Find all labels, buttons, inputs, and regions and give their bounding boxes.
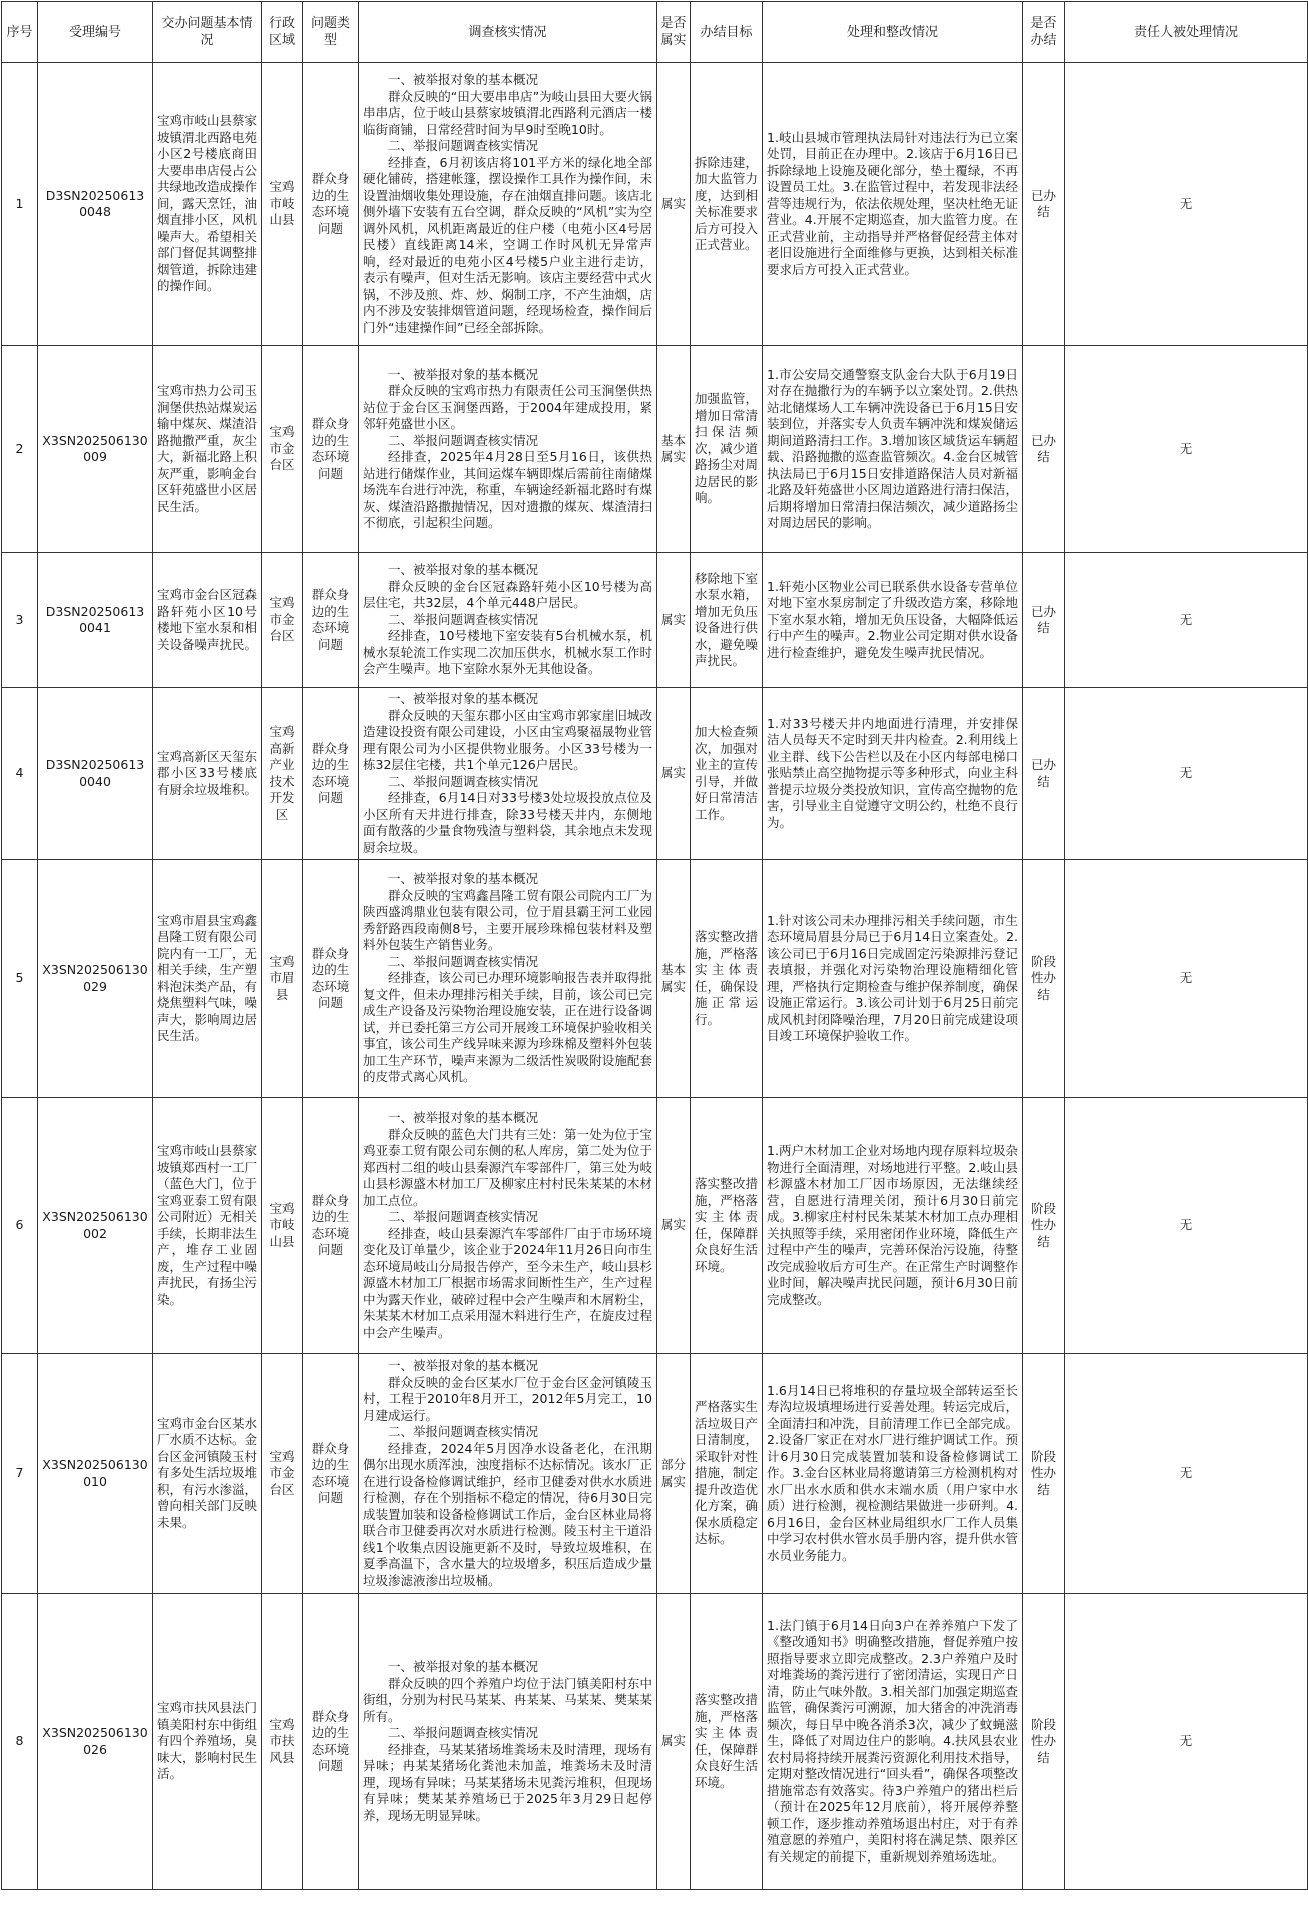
table-row [2,860,1308,1098]
col-header-seq: 序号 [2,2,38,63]
cell-id: X3SN202506130029 [38,860,153,1098]
investigation-paragraph: 经排查，马某某猪场堆粪场未及时清理，现场有异味；冉某某猪场化粪池未加盖，堆粪场未及时清理，现场有异味；马某某猪场未见粪污堆积，但现场有异味；樊某某养殖场已于2025年3月29日起停养，现场无明显异味。 [363,1741,652,1823]
cell-accountability: 无 [1065,688,1308,860]
cell-goal: 移除地下室水泵水箱，增加无负压设备进行供水，避免噪声扰民。 [691,553,763,688]
investigation-paragraph: 二、举报问题调查核实情况 [388,1725,539,1740]
investigation-paragraph: 经排查，10号楼地下室安装有5台机械水泵，机械水泵轮流工作实现二次加压供水，机械水泵工作时会产生噪声。地下室除水泵外无其他设备。 [363,628,652,677]
cell-seq: 1 [2,63,38,346]
investigation-paragraph: 一、被举报对象的基本概况 [388,691,539,706]
investigation-paragraph: 一、被举报对象的基本概况 [388,1659,539,1674]
cell-completed: 已办结 [1023,63,1065,346]
investigation-paragraph: 一、被举报对象的基本概况 [388,366,539,382]
cell-id: D3SN202506130041 [38,553,153,688]
cell-region: 宝鸡市扶风县 [262,1594,303,1890]
investigation-paragraph: 二、举报问题调查核实情况 [388,773,539,789]
cell-id: D3SN202506130040 [38,688,153,860]
cell-goal: 加强监管，增加日常清扫保洁频次，减少道路扬尘对周边居民的影响。 [691,346,763,553]
cell-investigation [359,860,657,1098]
investigation-paragraph: 二、举报问题调查核实情况 [388,611,539,627]
cell-goal: 落实整改措施，严格落实主体责任，确保设施正常运行。 [691,860,763,1098]
cell-accountability: 无 [1065,1098,1308,1354]
investigation-paragraph: 二、举报问题调查核实情况 [388,953,539,969]
cell-handling: 1.对33号楼天井内地面进行清理，并安排保洁人员每天不定时到天井内检查。2.利用线上业主群、线下公告栏以及在小区内每部电梯口张贴禁止高空抛物提示等多种形式，向业主科普提示垃圾分类投放知识，宣传高空抛物的危害，引导业主自觉遵守文明公约，杜绝不良行为。 [763,688,1023,860]
investigation-paragraph: 二、举报问题调查核实情况 [388,432,539,448]
cell-handling: 1.针对该公司未办理排污相关手续问题，市生态环境局眉县分局已于6月14日立案查处。2.该公司已于6月16日完成固定污染源排污登记表填报，并强化对污染物治理设施精细化管理，严格执行定期检查与维护保养制度，确保设施正常运行。3.该公司计划于6月25日前完成风机封闭降噪治理，7月20日前完成建设项目竣工环境保护验收工作。 [763,860,1023,1098]
investigation-paragraph: 群众反映的蓝色大门共有三处：第一处为位于宝鸡亚泰工贸有限公司东侧的私人库房，第二处为位于郑西村二组的岐山县秦源汽车零部件厂，第三处为岐山县杉源盛木材加工厂及柳家庄村村民朱某某的木材加工点位。 [363,1126,652,1208]
table-row [2,1594,1308,1890]
cell-accountability: 无 [1065,1354,1308,1594]
cell-investigation [359,1594,657,1890]
cell-accountability: 无 [1065,553,1308,688]
cell-region: 宝鸡市眉县 [262,860,303,1098]
cell-type: 群众身边的生态环境问题 [303,860,359,1098]
investigation-paragraph: 一、被举报对象的基本概况 [388,562,539,578]
cell-investigation [359,1354,657,1594]
cell-region: 宝鸡高新产业技术开发区 [262,688,303,860]
cell-accountability: 无 [1065,63,1308,346]
investigation-paragraph: 经排查，6月初该店将101平方米的绿化地全部硬化铺砖，搭建帐篷，摆设操作工具作为操作间，未设置油烟收集处理设施，存在油烟直排问题。该店北侧外墙下安装有五台空调，群众反映的“风机”实为空调外风机，风机距离最近的住户楼（电苑小区4号居民楼）直线距离14米，空调工作时风机无异常声响，经对最近的电苑小区4号楼5户业主进行走访，表示有噪声，但对生活无影响。该店主要经营中式火锅，不涉及煎、炸、炒、焖制工序，不产生油烟，店内不涉及安装排烟管道问题，经现场检查，操作间后门外“违建操作间”已经全部拆除。 [363,154,652,335]
cell-seq: 4 [2,688,38,860]
cell-issue: 宝鸡市金台区某水厂水质不达标。金台区金河镇陵玉村有多处生活垃圾堆积，有污水渗溢，曾向相关部门反映未果。 [153,1354,262,1594]
investigation-paragraph: 群众反映的宝鸡鑫昌隆工贸有限公司院内工厂为陕西盛鸿鼎业包装有限公司，位于眉县霸王河工业园秀舒路西段南侧8号，主要开展珍珠棉包装材料及塑料外包装生产销售业务。 [363,887,652,953]
cell-seq: 6 [2,1098,38,1354]
cell-id: X3SN202506130009 [38,346,153,553]
cell-region: 宝鸡市金台区 [262,1354,303,1594]
cell-goal: 拆除违建，加大监管力度，达到相关标准要求后方可投入正式营业。 [691,63,763,346]
supervision-table [1,1,1308,1890]
cell-accountability: 无 [1065,346,1308,553]
col-header-completed: 是否办结 [1023,2,1065,63]
cell-completed: 阶段性办结 [1023,860,1065,1098]
investigation-paragraph: 一、被举报对象的基本概况 [388,72,539,87]
cell-goal: 落实整改措施，严格落实主体责任，保障群众良好生活环境。 [691,1594,763,1890]
cell-issue: 宝鸡市热力公司玉涧堡供热站煤炭运输中煤灰、煤渣沿路抛撒严重，灰尘大，新福北路上积灰严重，影响金台区轩苑盛世小区居民生活。 [153,346,262,553]
investigation-paragraph: 一、被举报对象的基本概况 [388,1110,539,1125]
col-header-verified: 是否属实 [657,2,691,63]
cell-verified: 属实 [657,553,691,688]
cell-issue: 宝鸡市岐山县蔡家坡镇郑西村一工厂（蓝色大门，位于宝鸡亚泰工贸有限公司附近）无相关手续，长期非法生产，堆存工业固废，生产过程中噪声扰民，有扬尘污染。 [153,1098,262,1354]
cell-issue: 宝鸡市岐山县蔡家坡镇渭北西路电苑小区2号楼底商田大要串串店侵占公共绿地改造成操作间，露天烹饪，油烟直排小区，风机噪声大。希望相关部门督促其调整排烟管道，拆除违建的操作间。 [153,63,262,346]
cell-verified: 属实 [657,63,691,346]
cell-seq: 2 [2,346,38,553]
investigation-paragraph: 群众反映的金台区某水厂位于金台区金河镇陵玉村，工程于2010年8月开工，2012年5月完工，10月建成运行。 [363,1374,652,1423]
table-row [2,688,1308,860]
cell-goal: 落实整改措施，严格落实主体责任，保障群众良好生活环境。 [691,1098,763,1354]
cell-accountability: 无 [1065,860,1308,1098]
cell-type: 群众身边的生态环境问题 [303,1354,359,1594]
cell-completed: 阶段性办结 [1023,1354,1065,1594]
investigation-paragraph: 经排查，岐山县秦源汽车零部件厂由于市场环境变化及订单量少，该企业于2024年11月26日向市生态环境局岐山分局报告停产，至今未生产，岐山县杉源盛木材加工厂根据市场需求间断性生产，生产过程中为露天作业，破碎过程中会产生噪声和木屑粉尘，朱某某木材加工点采用湿木料进行生产，在旋皮过程中会产生噪声。 [363,1225,652,1340]
cell-investigation [359,1098,657,1354]
cell-investigation [359,553,657,688]
cell-completed: 阶段性办结 [1023,1594,1065,1890]
investigation-paragraph: 二、举报问题调查核实情况 [388,1209,539,1224]
cell-id: X3SN202506130010 [38,1354,153,1594]
table-row [2,346,1308,553]
cell-type: 群众身边的生态环境问题 [303,688,359,860]
cell-region: 宝鸡市岐山县 [262,63,303,346]
investigation-paragraph: 经排查，2024年5月因净水设备老化，在汛期偶尔出现水质浑浊，浊度指标不达标情况。该水厂正在进行设备检修调试维护，经市卫健委对供水水质进行检测，存在个别指标不稳定的情况，待6月30日完成装置加装和设备检修调试工作后，金台区林业局将联合市卫健委再次对水质进行检测。陵玉村主干道沿线1个收集点因设施更新不及时，导致垃圾堆积，在夏季高温下，含水量大的垃圾增多，积压后造成少量垃圾渗滤液渗出垃圾桶。 [363,1440,652,1588]
cell-completed: 已办结 [1023,553,1065,688]
cell-seq: 5 [2,860,38,1098]
investigation-paragraph: 一、被举报对象的基本概况 [388,871,539,887]
cell-verified: 属实 [657,1594,691,1890]
cell-seq: 3 [2,553,38,688]
cell-completed: 阶段性办结 [1023,1098,1065,1354]
cell-type: 群众身边的生态环境问题 [303,1098,359,1354]
cell-region: 宝鸡市金台区 [262,553,303,688]
cell-handling: 1.法门镇于6月14日向3户在养养殖户下发了《整改通知书》明确整改措施，督促养殖户按照指导要求立即完成整改。2.3户养殖户及时对堆粪场的粪污进行了密闭清运，实现日产日清，防止气味外散。3.相关部门加强定期巡查监管，确保粪污可溯源，加大猪舍的冲洗消毒频次，每日早中晚各消杀3次，减少了蚊蝇滋生，降低了对周边住户的影响。4.扶风县农业农村局将持续开展粪污资源化利用技术指导，定期对整改情况进行“回头看”，确保各项整改措施常态有效落实。待3户养殖户的猪出栏后（预计在2025年12月底前），将开展停养整顿工作，逐步推动养殖场退出村庄，对于有养殖意愿的养殖户，美阳村将在满足禁、限养区有关规定的前提下，重新规划养殖场选址。 [763,1594,1023,1890]
cell-issue: 宝鸡市扶风县法门镇美阳村东中街组有四个养殖场，臭味大，影响村民生活。 [153,1594,262,1890]
cell-seq: 7 [2,1354,38,1594]
cell-investigation [359,688,657,860]
investigation-paragraph: 二、举报问题调查核实情况 [388,1424,539,1439]
cell-handling: 1.6月14日已将堆积的存量垃圾全部转运至长寿沟垃圾填埋场进行妥善处理。转运完成后，全面清扫和冲洗，目前清理工作已全部完成。2.设备厂家正在对水厂进行维护调试工作。预计6月30日完成装置加装和设备检修调试工作。3.金台区林业局将邀请第三方检测机构对水厂出水水质和供水末端水质（用户家中水质）进行检测，视检测结果做进一步研判。4.6月16日，金台区林业局组织水厂工作人员集中学习农村供水管水员手册内容，提升供水管水员业务能力。 [763,1354,1023,1594]
cell-verified: 属实 [657,688,691,860]
cell-id: X3SN202506130002 [38,1098,153,1354]
col-header-goal: 办结目标 [691,2,763,63]
table-row [2,553,1308,688]
investigation-paragraph: 经排查，2025年4月28日至5月16日，该供热站进行储煤作业，其间运煤车辆即煤后需前往南储煤场洗车台进行冲洗，称重，车辆途经新福北路时有煤灰、煤渣沿路撒抛情况，因对遗撒的煤灰、煤渣清扫不彻底，引起积尘问题。 [363,449,652,530]
col-header-issue: 交办问题基本情况 [153,2,262,63]
cell-region: 宝鸡市金台区 [262,346,303,553]
investigation-paragraph: 群众反映的金台区冠森路轩苑小区10号楼为高层住宅，共32层，4个单元448户居民。 [363,578,652,611]
cell-id: X3SN202506130026 [38,1594,153,1890]
cell-handling: 1.两户木材加工企业对场地内现存原料垃圾杂物进行全面清理，对场地进行平整。2.岐山县杉源盛木材加工厂因市场原因，无法继续经营，自愿进行清理关闭，预计6月30日前完成。3.柳家庄村村民朱某某木材加工点办理相关执照等手续，采用密闭作业环境，降低生产过程中产生的噪声，完善环保治污设施，待整改完成验收后方可生产。在正常生产时调整作业时间，解决噪声扰民问题，预计6月30日前完成整改。 [763,1098,1023,1354]
investigation-paragraph: 经排查，6月14日对33号楼3处垃圾投放点位及小区所有天井进行排查，除33号楼天井内，东侧地面有散落的少量食物残渣与塑料袋，其余地点未发现厨余垃圾。 [363,790,652,855]
cell-seq: 8 [2,1594,38,1890]
cell-type: 群众身边的生态环境问题 [303,346,359,553]
col-header-region: 行政区域 [262,2,303,63]
cell-goal: 加大检查频次，加强对业主的宣传引导，并做好日常清洁工作。 [691,688,763,860]
cell-region: 宝鸡市岐山县 [262,1098,303,1354]
investigation-paragraph: 一、被举报对象的基本概况 [388,1358,539,1373]
table-row [2,1354,1308,1594]
investigation-paragraph: 群众反映的四个养殖户均位于法门镇美阳村东中街组，分别为村民马某某、冉某某、马某某、樊某某所有。 [363,1675,652,1724]
cell-issue: 宝鸡市金台区冠森路轩苑小区10号楼地下室水泵和相关设备噪声扰民。 [153,553,262,688]
cell-goal: 严格落实生活垃圾日产日清制度，采取针对性措施，制定提升改造优化方案，确保水质稳定达标。 [691,1354,763,1594]
cell-investigation [359,346,657,553]
investigation-paragraph: 经排查，该公司已办理环境影响报告表并取得批复文件，但未办理排污相关手续，目前，该公司已完成生产设备及污染物治理设施安装，正在进行设备调试，并已委托第三方公司开展竣工环境保护验收相关事宜，该公司生产线异味来源为珍珠棉及塑料外包装加工生产环节，噪声来源为二级活性炭吸附设施配套的皮带式离心风机。 [363,970,652,1085]
col-header-investigation: 调查核实情况 [359,2,657,63]
investigation-paragraph: 群众反映的“田大要串串店”为岐山县田大要火锅串串店，位于岐山县蔡家坡镇渭北西路利元酒店一楼临街商铺，日常经营时间为早9时至晚10时。 [363,88,652,137]
col-header-type: 问题类型 [303,2,359,63]
cell-verified: 基本属实 [657,346,691,553]
investigation-paragraph: 二、举报问题调查核实情况 [388,138,539,153]
cell-handling: 1.岐山县城市管理执法局针对违法行为已立案处罚，目前正在办理中。2.该店于6月16日已拆除绿地上设施及硬化部分，垫土覆绿，不再设置员工灶。3.在监管过程中，若发现非法经营等违规行为，依法依规处理，坚决杜绝无证营业。4.开展不定期巡查，加大监管力度。在正式营业前，主动指导并严格督促经营主体对老旧设施进行全面维修与更换，达到相关标准要求后方可投入正式营业。 [763,63,1023,346]
header-row [2,2,1308,63]
table-row [2,1098,1308,1354]
col-header-accountability: 责任人被处理情况 [1065,2,1308,63]
cell-issue: 宝鸡高新区天玺东郡小区33号楼底有厨余垃圾堆积。 [153,688,262,860]
investigation-paragraph: 群众反映的天玺东郡小区由宝鸡市郭家崖旧城改造建设投资有限公司建设，小区由宝鸡聚福晟物业管理有限公司为小区提供物业服务。小区33号楼为一栋32层住宅楼，共1个单元126户居民。 [363,707,652,772]
cell-id: D3SN202506130048 [38,63,153,346]
cell-investigation [359,63,657,346]
cell-issue: 宝鸡市眉县宝鸡鑫昌隆工贸有限公司院内有一工厂，无相关手续，生产塑料泡沫类产品，有烧焦塑料气味，噪声大，影响周边居民生活。 [153,860,262,1098]
col-header-id: 受理编号 [38,2,153,63]
table-row [2,63,1308,346]
cell-verified: 基本属实 [657,860,691,1098]
cell-verified: 部分属实 [657,1354,691,1594]
col-header-handling: 处理和整改情况 [763,2,1023,63]
cell-verified: 属实 [657,1098,691,1354]
cell-handling: 1.轩苑小区物业公司已联系供水设备专营单位对地下室水泵房制定了升级改造方案，移除地下室水泵水箱，增加无负压设备，大幅降低运行中产生的噪声。2.物业公司定期对供水设备进行检查维护，避免发生噪声扰民情况。 [763,553,1023,688]
cell-completed: 已办结 [1023,688,1065,860]
cell-completed: 已办结 [1023,346,1065,553]
cell-accountability: 无 [1065,1594,1308,1890]
cell-handling: 1.市公安局交通警察支队金台大队于6月19日对存在抛撒行为的车辆予以立案处罚。2.供热站北储煤场人工车辆冲洗设备已于6月15日安装到位，并落实专人负责车辆冲洗和煤炭储运期间道路清扫工作。3.增加该区域货运车辆超载、沿路抛撒的巡查监管频次。4.金台区城管执法局已于6月15日安排道路保洁人员对新福北路及轩苑盛世小区周边道路进行清扫保洁，后期将增加日常清扫保洁频次，减少道路扬尘对周边居民的影响。 [763,346,1023,553]
cell-type: 群众身边的生态环境问题 [303,553,359,688]
cell-type: 群众身边的生态环境问题 [303,63,359,346]
cell-type: 群众身边的生态环境问题 [303,1594,359,1890]
investigation-paragraph: 群众反映的宝鸡市热力有限责任公司玉涧堡供热站位于金台区玉涧堡西路，于2004年建成投用，紧邻轩苑盛世小区。 [363,383,652,431]
